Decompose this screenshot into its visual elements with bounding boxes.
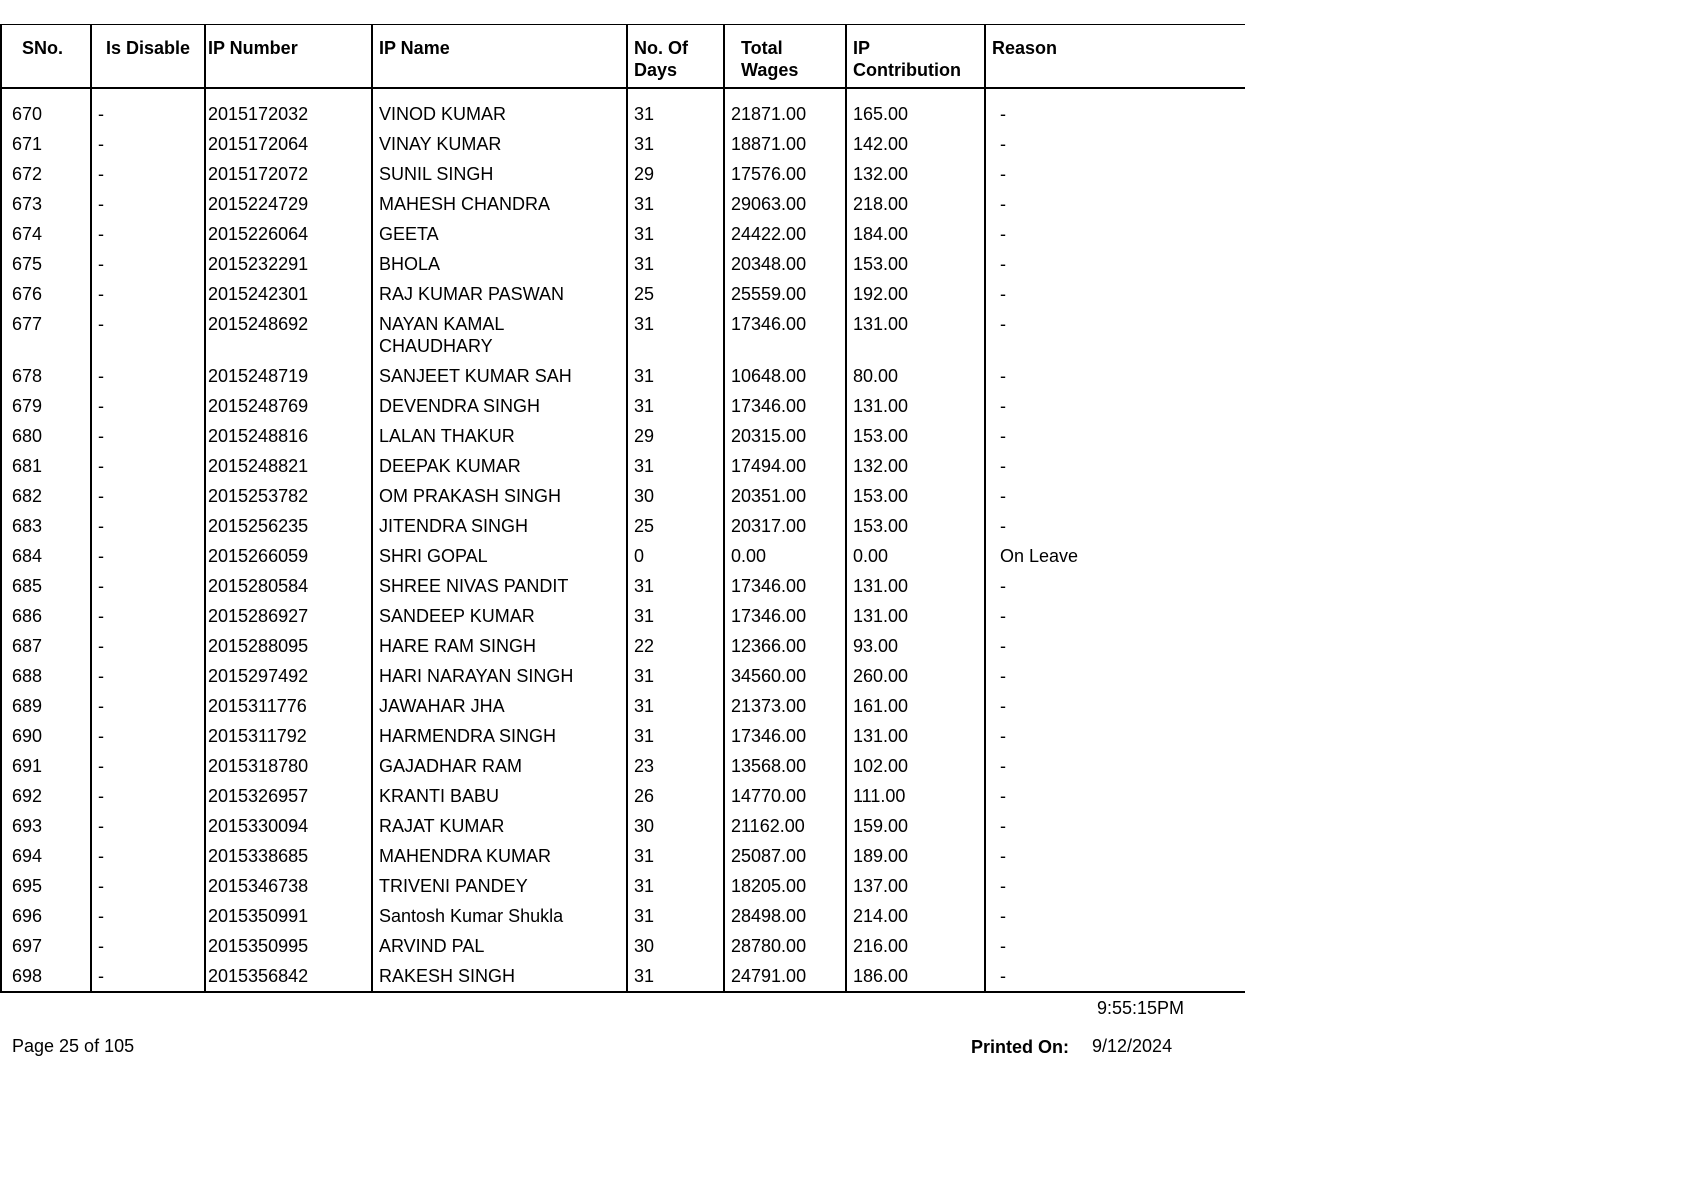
- table-row: [1, 309, 1245, 361]
- cell-sno: 679: [1, 391, 91, 421]
- cell-ip-contribution: 142.00: [846, 129, 985, 159]
- cell-ip-number: 2015226064: [205, 219, 372, 249]
- table-row: [1, 571, 1245, 601]
- cell-reason: -: [985, 219, 1245, 249]
- cell-ip-contribution: 153.00: [846, 421, 985, 451]
- cell-reason: -: [985, 391, 1245, 421]
- cell-is-disable: -: [91, 451, 205, 481]
- cell-ip-number: 2015248719: [205, 361, 372, 391]
- cell-is-disable: -: [91, 901, 205, 931]
- cell-ip-name: KRANTI BABU: [372, 781, 627, 811]
- table-row: [1, 249, 1245, 279]
- cell-total-wages: 17494.00: [724, 451, 846, 481]
- cell-is-disable: -: [91, 811, 205, 841]
- cell-ip-name: RAJAT KUMAR: [372, 811, 627, 841]
- cell-ip-number: 2015248692: [205, 309, 372, 361]
- cell-reason: -: [985, 931, 1245, 961]
- cell-total-wages: 13568.00: [724, 751, 846, 781]
- cell-reason: -: [985, 661, 1245, 691]
- cell-sno: 674: [1, 219, 91, 249]
- cell-reason: -: [985, 421, 1245, 451]
- table-row: [1, 811, 1245, 841]
- cell-sno: 675: [1, 249, 91, 279]
- cell-ip-name: NAYAN KAMAL CHAUDHARY: [372, 309, 627, 361]
- cell-total-wages: 24422.00: [724, 219, 846, 249]
- table-row: [1, 841, 1245, 871]
- cell-reason: -: [985, 901, 1245, 931]
- spacer-cell: [372, 88, 627, 99]
- cell-total-wages: 21373.00: [724, 691, 846, 721]
- col-header-total-wages: Total Wages: [724, 25, 846, 89]
- cell-ip-name: DEEPAK KUMAR: [372, 451, 627, 481]
- cell-ip-number: 2015172072: [205, 159, 372, 189]
- cell-ip-contribution: 102.00: [846, 751, 985, 781]
- cell-ip-contribution: 137.00: [846, 871, 985, 901]
- cell-sno: 677: [1, 309, 91, 361]
- table-row: [1, 451, 1245, 481]
- cell-sno: 694: [1, 841, 91, 871]
- cell-is-disable: -: [91, 571, 205, 601]
- cell-no-of-days: 26: [627, 781, 724, 811]
- cell-no-of-days: 31: [627, 219, 724, 249]
- cell-ip-contribution: 218.00: [846, 189, 985, 219]
- col-header-ip-name: IP Name: [372, 25, 627, 89]
- cell-sno: 688: [1, 661, 91, 691]
- cell-total-wages: 20351.00: [724, 481, 846, 511]
- cell-ip-name: HARE RAM SINGH: [372, 631, 627, 661]
- cell-reason: -: [985, 721, 1245, 751]
- table-row: [1, 631, 1245, 661]
- table-row: [1, 721, 1245, 751]
- cell-sno: 686: [1, 601, 91, 631]
- cell-ip-name: HARMENDRA SINGH: [372, 721, 627, 751]
- cell-ip-contribution: 131.00: [846, 721, 985, 751]
- cell-ip-contribution: 260.00: [846, 661, 985, 691]
- cell-is-disable: -: [91, 249, 205, 279]
- cell-ip-name: VINAY KUMAR: [372, 129, 627, 159]
- cell-total-wages: 28780.00: [724, 931, 846, 961]
- cell-reason: -: [985, 451, 1245, 481]
- cell-no-of-days: 29: [627, 159, 724, 189]
- cell-total-wages: 20317.00: [724, 511, 846, 541]
- cell-reason: -: [985, 189, 1245, 219]
- cell-ip-number: 2015330094: [205, 811, 372, 841]
- cell-sno: 681: [1, 451, 91, 481]
- cell-ip-contribution: 131.00: [846, 601, 985, 631]
- cell-no-of-days: 31: [627, 721, 724, 751]
- contribution-table-wrapper: [0, 24, 1244, 993]
- table-row: [1, 361, 1245, 391]
- printed-on-label: Printed On:: [971, 1037, 1069, 1057]
- cell-sno: 690: [1, 721, 91, 751]
- cell-total-wages: 25087.00: [724, 841, 846, 871]
- col-header-sno: SNo.: [1, 25, 91, 89]
- cell-ip-number: 2015172032: [205, 99, 372, 129]
- cell-sno: 693: [1, 811, 91, 841]
- cell-no-of-days: 31: [627, 841, 724, 871]
- cell-sno: 673: [1, 189, 91, 219]
- cell-ip-name: VINOD KUMAR: [372, 99, 627, 129]
- cell-is-disable: -: [91, 159, 205, 189]
- cell-ip-number: 2015350991: [205, 901, 372, 931]
- cell-ip-name: Santosh Kumar Shukla: [372, 901, 627, 931]
- cell-no-of-days: 31: [627, 901, 724, 931]
- table-row: [1, 751, 1245, 781]
- cell-sno: 695: [1, 871, 91, 901]
- table-spacer-row: [1, 88, 1245, 99]
- cell-reason: -: [985, 871, 1245, 901]
- cell-ip-name: RAKESH SINGH: [372, 961, 627, 992]
- col-header-ip-number: IP Number: [205, 25, 372, 89]
- cell-sno: 685: [1, 571, 91, 601]
- cell-is-disable: -: [91, 189, 205, 219]
- cell-sno: 687: [1, 631, 91, 661]
- cell-sno: 692: [1, 781, 91, 811]
- cell-no-of-days: 25: [627, 511, 724, 541]
- cell-is-disable: -: [91, 361, 205, 391]
- cell-is-disable: -: [91, 631, 205, 661]
- cell-ip-contribution: 189.00: [846, 841, 985, 871]
- cell-reason: -: [985, 601, 1245, 631]
- table-row: [1, 219, 1245, 249]
- cell-ip-contribution: 216.00: [846, 931, 985, 961]
- cell-no-of-days: 25: [627, 279, 724, 309]
- cell-is-disable: -: [91, 541, 205, 571]
- cell-is-disable: -: [91, 601, 205, 631]
- cell-total-wages: 25559.00: [724, 279, 846, 309]
- cell-total-wages: 28498.00: [724, 901, 846, 931]
- col-header-no-of-days: No. Of Days: [627, 25, 724, 89]
- cell-ip-number: 2015350995: [205, 931, 372, 961]
- cell-ip-number: 2015311792: [205, 721, 372, 751]
- cell-sno: 671: [1, 129, 91, 159]
- table-row: [1, 99, 1245, 129]
- cell-total-wages: 18205.00: [724, 871, 846, 901]
- cell-total-wages: 20348.00: [724, 249, 846, 279]
- cell-total-wages: 14770.00: [724, 781, 846, 811]
- cell-ip-name: BHOLA: [372, 249, 627, 279]
- table-row: [1, 781, 1245, 811]
- cell-ip-name: RAJ KUMAR PASWAN: [372, 279, 627, 309]
- cell-no-of-days: 23: [627, 751, 724, 781]
- cell-is-disable: -: [91, 421, 205, 451]
- cell-reason: -: [985, 361, 1245, 391]
- cell-sno: 676: [1, 279, 91, 309]
- table-row: [1, 481, 1245, 511]
- cell-reason: -: [985, 309, 1245, 361]
- cell-reason: -: [985, 631, 1245, 661]
- cell-ip-name: SANJEET KUMAR SAH: [372, 361, 627, 391]
- cell-ip-name: SANDEEP KUMAR: [372, 601, 627, 631]
- cell-ip-number: 2015326957: [205, 781, 372, 811]
- cell-no-of-days: 31: [627, 99, 724, 129]
- cell-reason: -: [985, 781, 1245, 811]
- cell-sno: 696: [1, 901, 91, 931]
- table-row: [1, 129, 1245, 159]
- col-header-reason: Reason: [985, 25, 1245, 89]
- cell-ip-contribution: 153.00: [846, 249, 985, 279]
- cell-no-of-days: 31: [627, 571, 724, 601]
- cell-no-of-days: 31: [627, 451, 724, 481]
- cell-ip-number: 2015224729: [205, 189, 372, 219]
- cell-is-disable: -: [91, 961, 205, 992]
- table-row: [1, 871, 1245, 901]
- cell-sno: 691: [1, 751, 91, 781]
- cell-ip-number: 2015266059: [205, 541, 372, 571]
- cell-ip-number: 2015346738: [205, 871, 372, 901]
- cell-ip-number: 2015248816: [205, 421, 372, 451]
- cell-ip-name: MAHESH CHANDRA: [372, 189, 627, 219]
- cell-ip-number: 2015248769: [205, 391, 372, 421]
- cell-ip-number: 2015356842: [205, 961, 372, 992]
- cell-is-disable: -: [91, 661, 205, 691]
- cell-is-disable: -: [91, 129, 205, 159]
- col-header-is-disable: Is Disable: [91, 25, 205, 89]
- cell-ip-name: GAJADHAR RAM: [372, 751, 627, 781]
- table-row: [1, 391, 1245, 421]
- cell-reason: -: [985, 691, 1245, 721]
- table-row: [1, 421, 1245, 451]
- cell-ip-contribution: 111.00: [846, 781, 985, 811]
- cell-total-wages: 0.00: [724, 541, 846, 571]
- cell-ip-contribution: 186.00: [846, 961, 985, 992]
- cell-ip-number: 2015286927: [205, 601, 372, 631]
- table-row: [1, 159, 1245, 189]
- table-row: [1, 901, 1245, 931]
- cell-ip-name: MAHENDRA KUMAR: [372, 841, 627, 871]
- spacer-cell: [985, 88, 1245, 99]
- cell-total-wages: 17346.00: [724, 601, 846, 631]
- cell-sno: 684: [1, 541, 91, 571]
- cell-no-of-days: 30: [627, 811, 724, 841]
- cell-no-of-days: 31: [627, 961, 724, 992]
- cell-ip-contribution: 132.00: [846, 159, 985, 189]
- cell-no-of-days: 31: [627, 691, 724, 721]
- cell-no-of-days: 31: [627, 189, 724, 219]
- cell-ip-number: 2015248821: [205, 451, 372, 481]
- cell-ip-name: TRIVENI PANDEY: [372, 871, 627, 901]
- cell-is-disable: -: [91, 219, 205, 249]
- table-row: [1, 661, 1245, 691]
- cell-reason: -: [985, 751, 1245, 781]
- table-body: [1, 88, 1245, 992]
- cell-ip-name: JAWAHAR JHA: [372, 691, 627, 721]
- cell-is-disable: -: [91, 781, 205, 811]
- cell-reason: -: [985, 481, 1245, 511]
- cell-is-disable: -: [91, 691, 205, 721]
- cell-reason: -: [985, 811, 1245, 841]
- cell-sno: 697: [1, 931, 91, 961]
- table-row: [1, 511, 1245, 541]
- cell-no-of-days: 31: [627, 661, 724, 691]
- cell-ip-number: 2015288095: [205, 631, 372, 661]
- spacer-cell: [1, 88, 91, 99]
- cell-reason: -: [985, 571, 1245, 601]
- cell-ip-contribution: 184.00: [846, 219, 985, 249]
- cell-reason: -: [985, 129, 1245, 159]
- cell-reason: -: [985, 159, 1245, 189]
- cell-ip-contribution: 80.00: [846, 361, 985, 391]
- cell-no-of-days: 31: [627, 871, 724, 901]
- cell-ip-contribution: 161.00: [846, 691, 985, 721]
- cell-ip-contribution: 132.00: [846, 451, 985, 481]
- cell-total-wages: 34560.00: [724, 661, 846, 691]
- cell-ip-name: SUNIL SINGH: [372, 159, 627, 189]
- cell-ip-number: 2015318780: [205, 751, 372, 781]
- cell-no-of-days: 31: [627, 309, 724, 361]
- cell-ip-name: SHRI GOPAL: [372, 541, 627, 571]
- cell-ip-contribution: 159.00: [846, 811, 985, 841]
- cell-no-of-days: 29: [627, 421, 724, 451]
- cell-ip-contribution: 153.00: [846, 511, 985, 541]
- cell-ip-name: OM PRAKASH SINGH: [372, 481, 627, 511]
- cell-sno: 672: [1, 159, 91, 189]
- cell-reason: On Leave: [985, 541, 1245, 571]
- cell-is-disable: -: [91, 309, 205, 361]
- spacer-cell: [724, 88, 846, 99]
- cell-sno: 689: [1, 691, 91, 721]
- spacer-cell: [91, 88, 205, 99]
- cell-ip-contribution: 165.00: [846, 99, 985, 129]
- cell-ip-name: GEETA: [372, 219, 627, 249]
- cell-ip-number: 2015232291: [205, 249, 372, 279]
- cell-ip-contribution: 214.00: [846, 901, 985, 931]
- cell-sno: 682: [1, 481, 91, 511]
- cell-total-wages: 29063.00: [724, 189, 846, 219]
- cell-total-wages: 17346.00: [724, 571, 846, 601]
- cell-no-of-days: 30: [627, 931, 724, 961]
- cell-no-of-days: 31: [627, 601, 724, 631]
- cell-is-disable: -: [91, 751, 205, 781]
- cell-sno: 670: [1, 99, 91, 129]
- cell-ip-name: JITENDRA SINGH: [372, 511, 627, 541]
- table-header-row: [1, 25, 1245, 89]
- cell-is-disable: -: [91, 871, 205, 901]
- cell-ip-number: 2015338685: [205, 841, 372, 871]
- cell-ip-contribution: 131.00: [846, 309, 985, 361]
- cell-sno: 678: [1, 361, 91, 391]
- cell-total-wages: 21162.00: [724, 811, 846, 841]
- cell-no-of-days: 31: [627, 361, 724, 391]
- cell-sno: 698: [1, 961, 91, 992]
- cell-ip-number: 2015172064: [205, 129, 372, 159]
- cell-reason: -: [985, 961, 1245, 992]
- cell-ip-contribution: 0.00: [846, 541, 985, 571]
- cell-ip-number: 2015280584: [205, 571, 372, 601]
- cell-total-wages: 17346.00: [724, 309, 846, 361]
- cell-no-of-days: 22: [627, 631, 724, 661]
- cell-is-disable: -: [91, 721, 205, 751]
- spacer-cell: [205, 88, 372, 99]
- cell-total-wages: 18871.00: [724, 129, 846, 159]
- cell-total-wages: 17346.00: [724, 721, 846, 751]
- table-row: [1, 931, 1245, 961]
- cell-ip-name: DEVENDRA SINGH: [372, 391, 627, 421]
- cell-no-of-days: 31: [627, 391, 724, 421]
- cell-reason: -: [985, 249, 1245, 279]
- cell-ip-name: LALAN THAKUR: [372, 421, 627, 451]
- cell-no-of-days: 31: [627, 129, 724, 159]
- cell-is-disable: -: [91, 391, 205, 421]
- cell-ip-contribution: 192.00: [846, 279, 985, 309]
- cell-reason: -: [985, 99, 1245, 129]
- table-row: [1, 541, 1245, 571]
- cell-is-disable: -: [91, 481, 205, 511]
- cell-no-of-days: 30: [627, 481, 724, 511]
- cell-sno: 683: [1, 511, 91, 541]
- table-row: [1, 691, 1245, 721]
- cell-is-disable: -: [91, 931, 205, 961]
- cell-ip-name: HARI NARAYAN SINGH: [372, 661, 627, 691]
- spacer-cell: [846, 88, 985, 99]
- cell-total-wages: 24791.00: [724, 961, 846, 992]
- cell-ip-number: 2015253782: [205, 481, 372, 511]
- cell-ip-name: SHREE NIVAS PANDIT: [372, 571, 627, 601]
- cell-total-wages: 17346.00: [724, 391, 846, 421]
- cell-ip-contribution: 153.00: [846, 481, 985, 511]
- cell-reason: -: [985, 841, 1245, 871]
- cell-total-wages: 21871.00: [724, 99, 846, 129]
- table-row: [1, 189, 1245, 219]
- table-row: [1, 279, 1245, 309]
- cell-ip-contribution: 131.00: [846, 391, 985, 421]
- cell-ip-name: ARVIND PAL: [372, 931, 627, 961]
- cell-ip-number: 2015256235: [205, 511, 372, 541]
- cell-total-wages: 17576.00: [724, 159, 846, 189]
- cell-total-wages: 20315.00: [724, 421, 846, 451]
- contribution-table: [0, 24, 1245, 993]
- col-header-ip-contribution: IP Contribution: [846, 25, 985, 89]
- cell-ip-number: 2015311776: [205, 691, 372, 721]
- page-number: Page 25 of 105: [12, 1036, 135, 1056]
- cell-ip-contribution: 131.00: [846, 571, 985, 601]
- cell-ip-number: 2015297492: [205, 661, 372, 691]
- cell-no-of-days: 31: [627, 249, 724, 279]
- print-time: 9:55:15PM: [1097, 998, 1185, 1018]
- cell-total-wages: 10648.00: [724, 361, 846, 391]
- cell-sno: 680: [1, 421, 91, 451]
- cell-is-disable: -: [91, 841, 205, 871]
- table-row: [1, 961, 1245, 992]
- cell-reason: -: [985, 511, 1245, 541]
- cell-is-disable: -: [91, 279, 205, 309]
- cell-no-of-days: 0: [627, 541, 724, 571]
- cell-ip-contribution: 93.00: [846, 631, 985, 661]
- printed-on-date: 9/12/2024: [1092, 1036, 1173, 1056]
- cell-total-wages: 12366.00: [724, 631, 846, 661]
- cell-ip-number: 2015242301: [205, 279, 372, 309]
- cell-reason: -: [985, 279, 1245, 309]
- spacer-cell: [627, 88, 724, 99]
- table-row: [1, 601, 1245, 631]
- cell-is-disable: -: [91, 99, 205, 129]
- cell-is-disable: -: [91, 511, 205, 541]
